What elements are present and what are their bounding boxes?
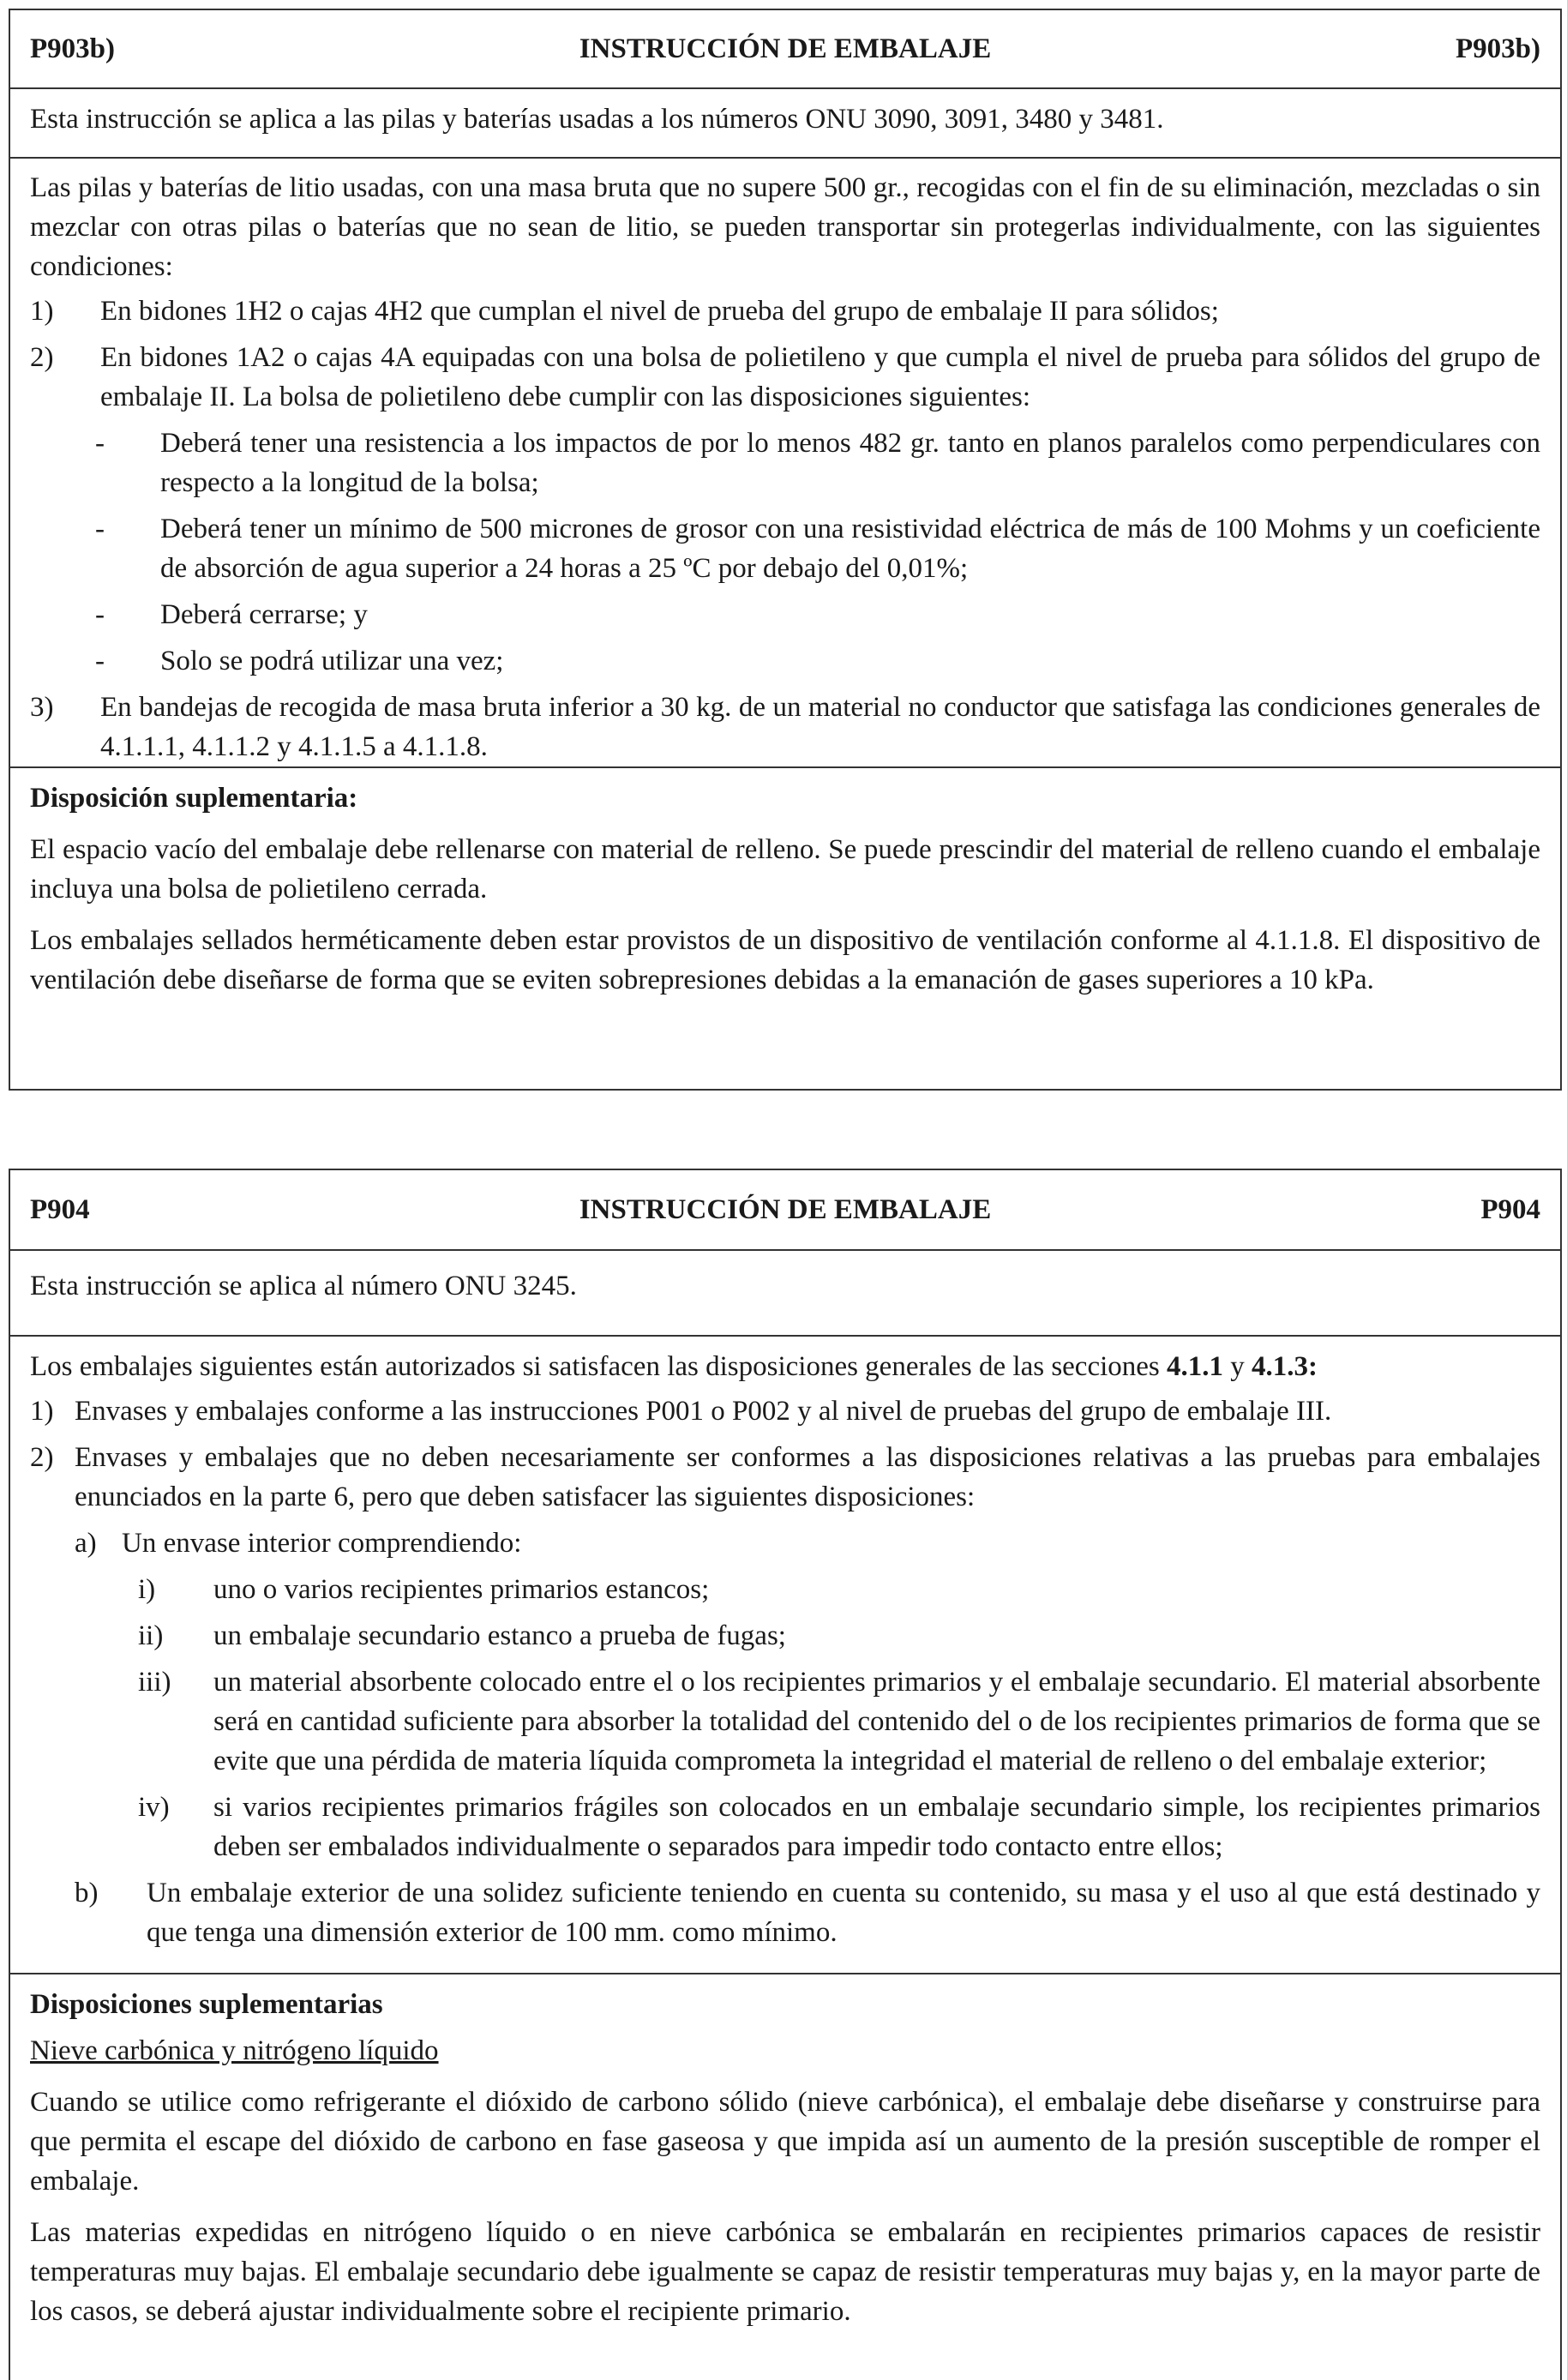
scope-text: Esta instrucción se aplica a las pilas y baterías usadas a los números ONU 3090, 3091, 3480 y 3481. [30,104,1164,135]
scope-text: Esta instrucción se aplica al número ONU 3245. [30,1271,577,1301]
sub-list-dash: - [95,514,105,544]
sub-list-item [30,509,1540,588]
roman-list-item [30,1662,1540,1781]
list-item-number: 1) [30,1396,54,1427]
roman-list-number: iii) [138,1667,171,1698]
supplementary-subtitle: Nieve carbónica y nitrógeno líquido [30,2035,439,2066]
supplementary-title: Disposiciones suplementarias [30,1989,383,2020]
authorized-packagings-row [10,1337,1560,1974]
roman-list-text: un embalaje secundario estanco a prueba de fugas; [213,1620,786,1651]
instruction-code-left: P904 [30,1194,90,1225]
instruction-code-right: P903b) [1456,33,1540,64]
sub-list-text: Deberá cerrarse; y [160,599,368,630]
instruction-title: INSTRUCCIÓN DE EMBALAJE [579,1194,992,1225]
sub-list-item [30,424,1540,502]
roman-list-item [30,1570,1540,1609]
supplementary-paragraph: Cuando se utilice como refrigerante el dióxido de carbono sólido (nieve carbónica), el embalaje debe diseñarse y construirse para que permita el escape del dióxido de carbono en fase gaseosa y que impida así un aumento de la presión susceptible de romper el embalaje. [30,2087,1540,2197]
section-ref: 4.1.1 [1167,1351,1224,1382]
list-item-number: 2) [30,1442,54,1473]
authorized-intro-text: Los embalajes siguientes están autorizados si satisfacen las disposiciones generales de las secciones [30,1351,1168,1382]
list-item-number: 3) [30,692,54,723]
sub-list-item [30,1873,1540,1952]
authorized-intro [30,1347,1540,1386]
sub-list-text: Deberá tener un mínimo de 500 micrones de grosor con una resistividad eléctrica de más de 100 Mohms y un coeficiente de absorción de agua superior a 24 horas a 25 ºC por debajo del 0,01%; [160,514,1540,584]
list-item [30,688,1540,766]
section-ref: 4.1.3: [1252,1351,1318,1382]
sub-list-letter: a) [75,1528,97,1559]
list-item-text: En bidones 1H2 o cajas 4H2 que cumplan el nivel de prueba del grupo de embalaje II para sólidos; [100,296,1219,327]
conditions-intro: Las pilas y baterías de litio usadas, con una masa bruta que no supere 500 gr., recogidas con el fin de su eliminación, mezcladas o sin mezclar con otras pilas o baterías que no sean de litio, se pueden transportar sin protegerlas individualmente, con las siguientes condiciones: [30,172,1540,282]
roman-list-item [30,1788,1540,1866]
list-item-text: Envases y embalajes conforme a las instrucciones P001 o P002 y al nivel de pruebas del grupo de embalaje III. [75,1396,1332,1427]
sub-list-dash: - [95,428,105,459]
supplementary-row [10,1974,1560,2331]
sub-list-text: Un embalaje exterior de una solidez suficiente teniendo en cuenta su contenido, su masa y el uso al que está destinado y que tenga una dimensión exterior de 100 mm. como mínimo. [147,1878,1540,1948]
roman-list-item [30,1616,1540,1656]
list-item-text: En bandejas de recogida de masa bruta inferior a 30 kg. de un material no conductor que satisfaga las condiciones generales de 4.1.1.1, 4.1.1.2 y 4.1.1.5 a 4.1.1.8. [100,692,1540,762]
supplementary-paragraph: Los embalajes sellados herméticamente deben estar provistos de un dispositivo de ventilación conforme al 4.1.1.8. El dispositivo de ventilación debe diseñarse de forma que se eviten sobrepresiones debidas a la emanación de gases superiores a 10 kPa. [30,925,1540,995]
list-item [30,291,1540,331]
roman-list-text: un material absorbente colocado entre el o los recipientes primarios y el embalaje secundario. El material absorbente será en cantidad suficiente para absorber la totalidad del contenido del o de los recipientes primarios de forma que se evite que una pérdida de materia líquida comprometa la integridad el material de relleno o del embalaje exterior; [213,1667,1540,1776]
supplementary-row [10,768,1560,1000]
instruction-code-right: P904 [1480,1194,1540,1225]
list-item-text: En bidones 1A2 o cajas 4A equipadas con una bolsa de polietileno y que cumpla el nivel de prueba para sólidos del grupo de embalaje II. La bolsa de polietileno debe cumplir con las disposiciones siguientes: [100,342,1540,412]
sub-list-letter: b) [75,1878,99,1908]
instruction-header [10,10,1560,89]
packing-instruction-p903b [9,9,1562,1091]
sub-list-dash: - [95,646,105,676]
roman-list-text: si varios recipientes primarios frágiles son colocados en un embalaje secundario simple, los recipientes primarios deben ser embalados individualmente o separados para impedir todo contacto entre ellos; [213,1792,1540,1862]
sub-list-text: Un envase interior comprendiendo: [122,1528,522,1559]
sub-list-item [30,595,1540,634]
list-item-number: 2) [30,342,54,373]
supplementary-title: Disposición suplementaria: [30,783,358,814]
sub-list-item [30,1524,1540,1563]
list-item [30,1438,1540,1517]
list-item-text: Envases y embalajes que no deben necesariamente ser conformes a las disposiciones relativas a las pruebas para embalajes enunciados en la parte 6, pero que deben satisfacer las siguientes disposiciones: [75,1442,1540,1512]
instruction-header [10,1170,1560,1251]
supplementary-paragraph: Las materias expedidas en nitrógeno líquido o en nieve carbónica se embalarán en recipientes primarios capaces de resistir temperaturas muy bajas. El embalaje secundario debe igualmente se capaz de resistir temperaturas muy bajas y, en la mayor parte de los casos, se deberá ajustar individualmente sobre el recipiente primario. [30,2217,1540,2327]
supplementary-paragraph: El espacio vacío del embalaje debe rellenarse con material de relleno. Se puede prescindir del material de relleno cuando el embalaje incluya una bolsa de polietileno cerrada. [30,834,1540,905]
packing-instruction-p904 [9,1169,1562,2380]
conditions-row [10,159,1560,768]
roman-list-number: i) [138,1574,156,1605]
scope-row [10,89,1560,159]
roman-list-number: iv) [138,1792,170,1823]
sub-list-text: Deberá tener una resistencia a los impactos de por lo menos 482 gr. tanto en planos paralelos como perpendiculares con respecto a la longitud de la bolsa; [160,428,1540,498]
sub-list-text: Solo se podrá utilizar una vez; [160,646,504,676]
scope-row [10,1251,1560,1337]
list-item [30,338,1540,417]
sub-list-item [30,641,1540,681]
instruction-code-left: P903b) [30,33,115,64]
list-item [30,1391,1540,1431]
roman-list-number: ii) [138,1620,164,1651]
roman-list-text: uno o varios recipientes primarios estancos; [213,1574,710,1605]
list-item-number: 1) [30,296,54,327]
authorized-intro-connector: y [1223,1351,1252,1382]
instruction-title: INSTRUCCIÓN DE EMBALAJE [579,33,992,64]
sub-list-dash: - [95,599,105,630]
